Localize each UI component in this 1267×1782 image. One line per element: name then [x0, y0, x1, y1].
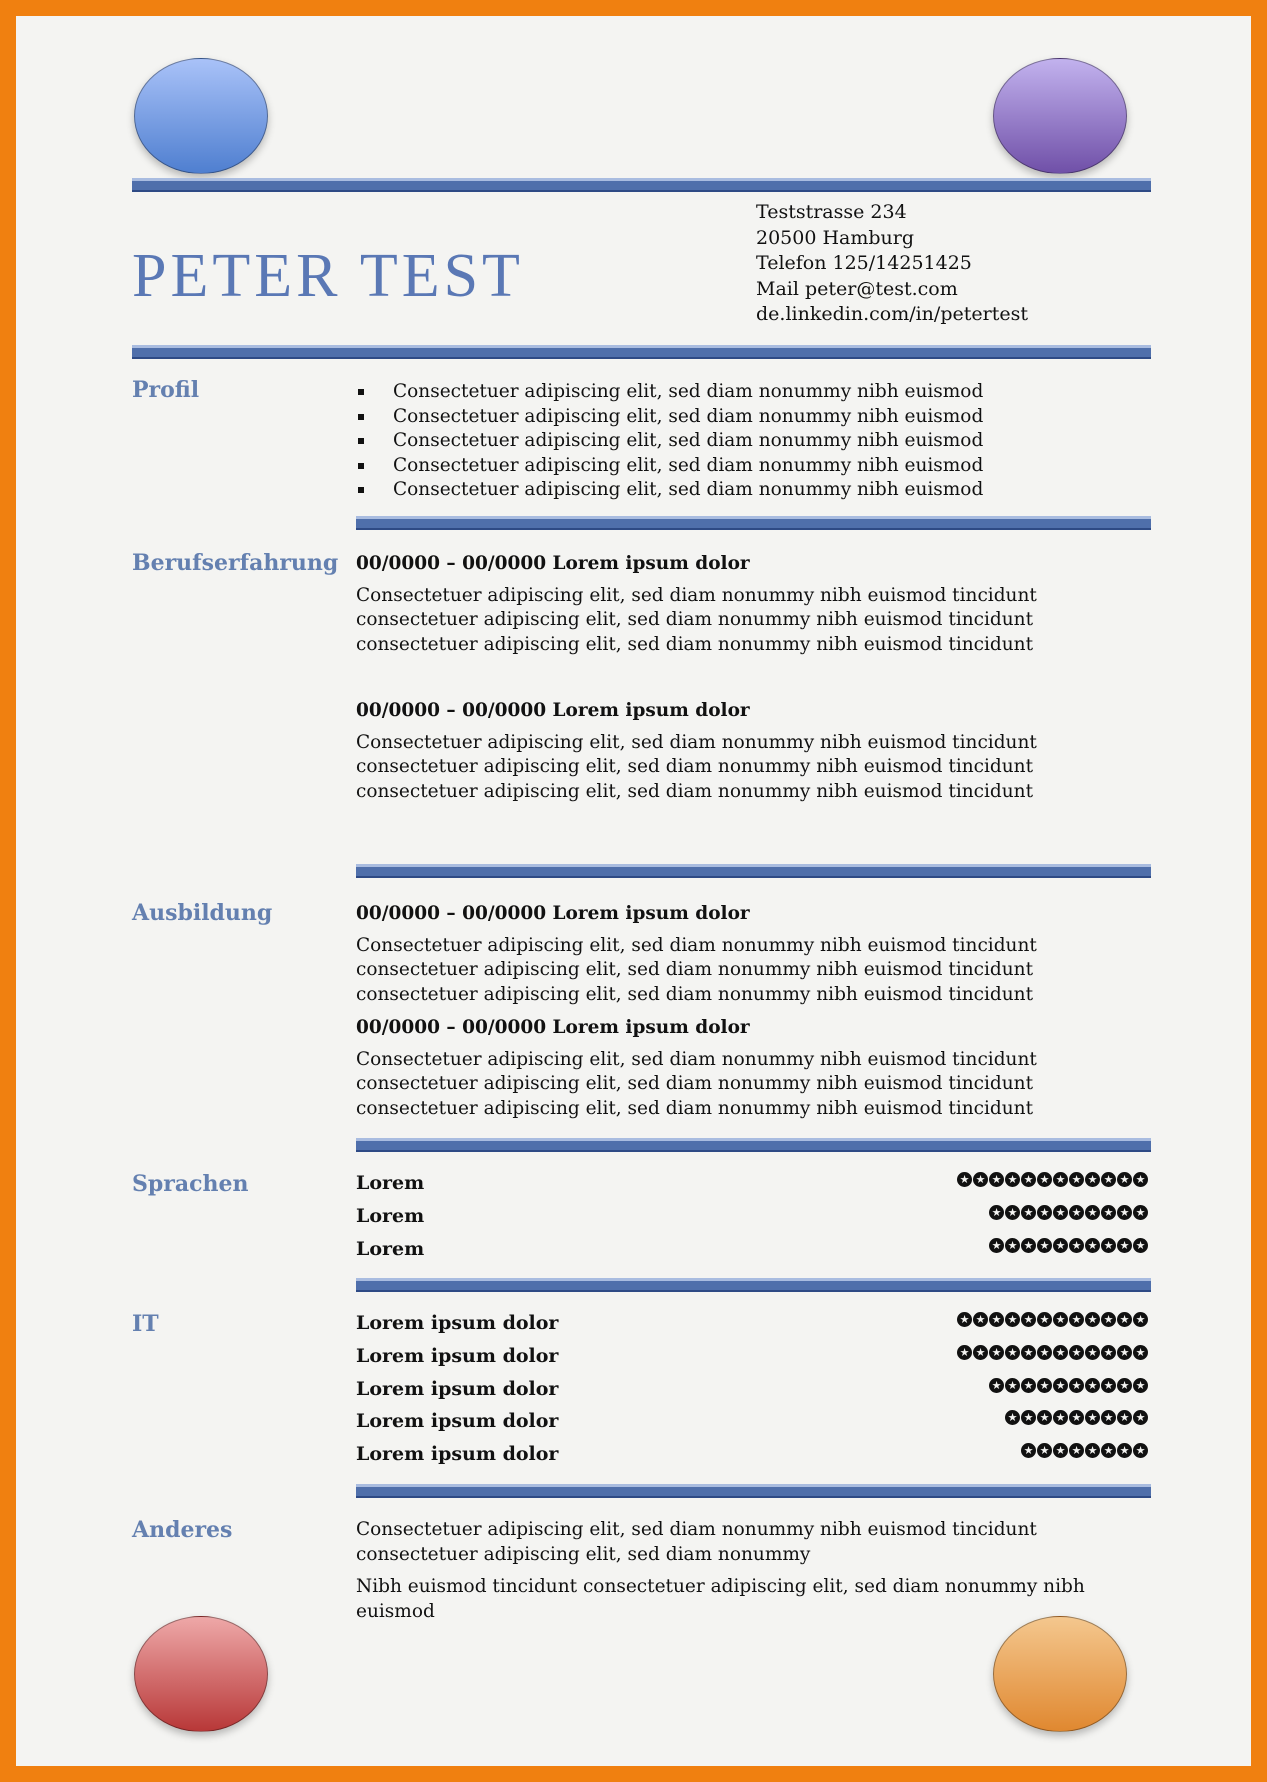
star-circle-icon: ★	[1005, 1172, 1020, 1187]
star-circle-icon: ★	[1117, 1443, 1132, 1458]
star-circle-icon: ★	[1005, 1238, 1020, 1253]
star-circle-icon: ★	[1085, 1172, 1100, 1187]
star-circle-icon: ★	[1133, 1378, 1148, 1393]
star-circle-icon: ★	[1037, 1205, 1052, 1220]
star-circle-icon: ★	[1053, 1238, 1068, 1253]
star-circle-icon: ★	[973, 1345, 988, 1360]
star-circle-icon: ★	[1037, 1443, 1052, 1458]
star-circle-icon: ★	[1053, 1312, 1068, 1327]
section-rule	[356, 516, 1151, 530]
star-circle-icon: ★	[957, 1312, 972, 1327]
berufserfahrung-entry-1	[356, 552, 1156, 657]
star-circle-icon: ★	[1117, 1378, 1132, 1393]
contact-linkedin[interactable]: de.linkedin.com/in/petertest	[756, 303, 1028, 325]
star-circle-icon: ★	[1101, 1443, 1116, 1458]
star-circle-icon: ★	[1037, 1378, 1052, 1393]
contact-street: Teststrasse 234	[756, 201, 907, 223]
star-circle-icon: ★	[957, 1172, 972, 1187]
anderes-paragraph: Nibh euismod tincidunt consectetuer adipiscing elit, sed diam nonummy nibh euismod	[356, 1576, 1085, 1622]
contact-email[interactable]: Mail peter@test.com	[756, 277, 958, 300]
berufserfahrung-entry-2	[356, 699, 1156, 804]
section-rule	[356, 864, 1151, 878]
star-circle-icon: ★	[1037, 1238, 1052, 1253]
rating-stars	[1021, 1443, 1148, 1458]
star-circle-icon: ★	[1133, 1345, 1148, 1360]
star-circle-icon: ★	[1117, 1312, 1132, 1327]
star-circle-icon: ★	[1069, 1238, 1084, 1253]
star-circle-icon: ★	[1085, 1378, 1100, 1393]
entry-text: Consectetuer adipiscing elit, sed diam nonummy nibh euismod tincidunt consectetuer adipiscing elit, sed diam nonummy nibh euismod tincidunt consectetuer adipiscing elit, sed diam nonummy nibh euismod tincidunt	[356, 584, 1037, 655]
entry-heading: 00/0000 – 00/0000 Lorem ipsum dolor	[356, 700, 750, 721]
rating-stars	[957, 1345, 1148, 1360]
star-circle-icon: ★	[1101, 1312, 1116, 1327]
star-circle-icon: ★	[989, 1378, 1004, 1393]
star-circle-icon: ★	[1133, 1410, 1148, 1425]
star-circle-icon: ★	[1021, 1172, 1036, 1187]
star-circle-icon: ★	[1101, 1410, 1116, 1425]
entry-text: Consectetuer adipiscing elit, sed diam nonummy nibh euismod tincidunt consectetuer adipiscing elit, sed diam nonummy nibh euismod tincidunt consectetuer adipiscing elit, sed diam nonummy nibh euismod tincidunt	[356, 934, 1037, 1005]
star-circle-icon: ★	[1053, 1345, 1068, 1360]
star-circle-icon: ★	[1053, 1410, 1068, 1425]
rating-stars	[989, 1238, 1148, 1253]
star-circle-icon: ★	[1021, 1443, 1036, 1458]
star-circle-icon: ★	[1005, 1410, 1020, 1425]
section-title-berufserfahrung: Berufserfahrung	[132, 550, 339, 576]
star-circle-icon: ★	[1085, 1205, 1100, 1220]
star-circle-icon: ★	[1053, 1443, 1068, 1458]
star-circle-icon: ★	[1005, 1312, 1020, 1327]
list-item: Consectetuer adipiscing elit, sed diam nonummy nibh euismod	[356, 405, 1156, 430]
section-rule	[356, 1278, 1151, 1292]
star-circle-icon: ★	[1069, 1172, 1084, 1187]
anderes-paragraph: Consectetuer adipiscing elit, sed diam nonummy nibh euismod tincidunt consectetuer adipiscing elit, sed diam nonummy	[356, 1519, 1037, 1565]
language-label: Lorem	[356, 1172, 425, 1194]
star-circle-icon: ★	[1005, 1205, 1020, 1220]
star-circle-icon: ★	[1117, 1410, 1132, 1425]
star-circle-icon: ★	[1053, 1172, 1068, 1187]
star-circle-icon: ★	[1037, 1172, 1052, 1187]
star-circle-icon: ★	[1037, 1312, 1052, 1327]
section-title-profil: Profil	[132, 377, 200, 403]
list-item: Consectetuer adipiscing elit, sed diam nonummy nibh euismod	[356, 429, 1156, 454]
contact-block	[756, 200, 1028, 328]
star-circle-icon: ★	[973, 1172, 988, 1187]
star-circle-icon: ★	[1069, 1205, 1084, 1220]
it-skill-label: Lorem ipsum dolor	[356, 1410, 559, 1432]
star-circle-icon: ★	[973, 1312, 988, 1327]
star-circle-icon: ★	[989, 1312, 1004, 1327]
rating-stars	[957, 1312, 1148, 1327]
entry-text: Consectetuer adipiscing elit, sed diam nonummy nibh euismod tincidunt consectetuer adipiscing elit, sed diam nonummy nibh euismod tincidunt consectetuer adipiscing elit, sed diam nonummy nibh euismod tincidunt	[356, 1048, 1037, 1119]
language-label: Lorem	[356, 1205, 425, 1227]
red-circle-decoration	[134, 1616, 268, 1732]
star-circle-icon: ★	[1069, 1443, 1084, 1458]
anderes-block	[356, 1518, 1156, 1624]
purple-circle-decoration	[993, 58, 1127, 174]
star-circle-icon: ★	[1069, 1345, 1084, 1360]
header-rule-bottom	[132, 345, 1151, 359]
star-circle-icon: ★	[1085, 1238, 1100, 1253]
star-circle-icon: ★	[1101, 1238, 1116, 1253]
star-circle-icon: ★	[1021, 1378, 1036, 1393]
star-circle-icon: ★	[1133, 1312, 1148, 1327]
star-circle-icon: ★	[1101, 1345, 1116, 1360]
star-circle-icon: ★	[1085, 1345, 1100, 1360]
star-circle-icon: ★	[1101, 1172, 1116, 1187]
star-circle-icon: ★	[1069, 1312, 1084, 1327]
list-item: Consectetuer adipiscing elit, sed diam nonummy nibh euismod	[356, 380, 1156, 405]
star-circle-icon: ★	[1117, 1172, 1132, 1187]
language-label: Lorem	[356, 1238, 425, 1260]
star-circle-icon: ★	[1133, 1172, 1148, 1187]
star-circle-icon: ★	[1117, 1345, 1132, 1360]
star-circle-icon: ★	[1085, 1410, 1100, 1425]
rating-stars	[957, 1172, 1148, 1187]
star-circle-icon: ★	[989, 1238, 1004, 1253]
blue-circle-decoration	[134, 58, 268, 174]
section-title-anderes: Anderes	[132, 1517, 233, 1543]
list-item: Consectetuer adipiscing elit, sed diam nonummy nibh euismod	[356, 478, 1156, 503]
entry-text: Consectetuer adipiscing elit, sed diam nonummy nibh euismod tincidunt consectetuer adipiscing elit, sed diam nonummy nibh euismod tincidunt consectetuer adipiscing elit, sed diam nonummy nibh euismod tincidunt	[356, 731, 1037, 802]
list-item: Consectetuer adipiscing elit, sed diam nonummy nibh euismod	[356, 454, 1156, 479]
it-skill-label: Lorem ipsum dolor	[356, 1378, 559, 1400]
rating-stars	[989, 1205, 1148, 1220]
star-circle-icon: ★	[989, 1205, 1004, 1220]
rating-stars	[989, 1378, 1148, 1393]
star-circle-icon: ★	[1037, 1410, 1052, 1425]
star-circle-icon: ★	[1101, 1205, 1116, 1220]
section-title-ausbildung: Ausbildung	[132, 900, 273, 926]
star-circle-icon: ★	[1021, 1410, 1036, 1425]
star-circle-icon: ★	[1117, 1205, 1132, 1220]
star-circle-icon: ★	[1005, 1378, 1020, 1393]
orange-circle-decoration	[993, 1616, 1127, 1732]
section-rule	[356, 1138, 1151, 1152]
entry-heading: 00/0000 – 00/0000 Lorem ipsum dolor	[356, 1017, 750, 1038]
contact-phone: Telefon 125/14251425	[756, 252, 972, 274]
profil-bullet-list	[356, 380, 1156, 503]
section-title-sprachen: Sprachen	[132, 1171, 249, 1197]
ausbildung-entry-1	[356, 902, 1156, 1007]
entry-heading: 00/0000 – 00/0000 Lorem ipsum dolor	[356, 903, 750, 924]
star-circle-icon: ★	[1021, 1312, 1036, 1327]
star-circle-icon: ★	[1021, 1345, 1036, 1360]
star-circle-icon: ★	[1037, 1345, 1052, 1360]
it-skill-label: Lorem ipsum dolor	[356, 1312, 559, 1334]
star-circle-icon: ★	[1069, 1378, 1084, 1393]
entry-heading: 00/0000 – 00/0000 Lorem ipsum dolor	[356, 553, 750, 574]
contact-city: 20500 Hamburg	[756, 226, 915, 249]
star-circle-icon: ★	[1133, 1238, 1148, 1253]
star-circle-icon: ★	[1021, 1238, 1036, 1253]
star-circle-icon: ★	[1133, 1443, 1148, 1458]
header-rule-top	[132, 178, 1151, 192]
star-circle-icon: ★	[1085, 1443, 1100, 1458]
star-circle-icon: ★	[957, 1345, 972, 1360]
star-circle-icon: ★	[1005, 1345, 1020, 1360]
star-circle-icon: ★	[1053, 1378, 1068, 1393]
star-circle-icon: ★	[1021, 1205, 1036, 1220]
star-circle-icon: ★	[1069, 1410, 1084, 1425]
it-skill-label: Lorem ipsum dolor	[356, 1443, 559, 1465]
name-heading: PETER TEST	[132, 242, 524, 310]
it-skill-label: Lorem ipsum dolor	[356, 1345, 559, 1367]
star-circle-icon: ★	[1053, 1205, 1068, 1220]
star-circle-icon: ★	[1117, 1238, 1132, 1253]
profil-block	[356, 380, 1156, 503]
star-circle-icon: ★	[1101, 1378, 1116, 1393]
star-circle-icon: ★	[1133, 1205, 1148, 1220]
rating-stars	[1005, 1410, 1148, 1425]
star-circle-icon: ★	[1085, 1312, 1100, 1327]
star-circle-icon: ★	[989, 1172, 1004, 1187]
section-title-it: IT	[132, 1311, 159, 1337]
section-rule	[356, 1484, 1151, 1498]
star-circle-icon: ★	[989, 1345, 1004, 1360]
ausbildung-entry-2	[356, 1016, 1156, 1121]
